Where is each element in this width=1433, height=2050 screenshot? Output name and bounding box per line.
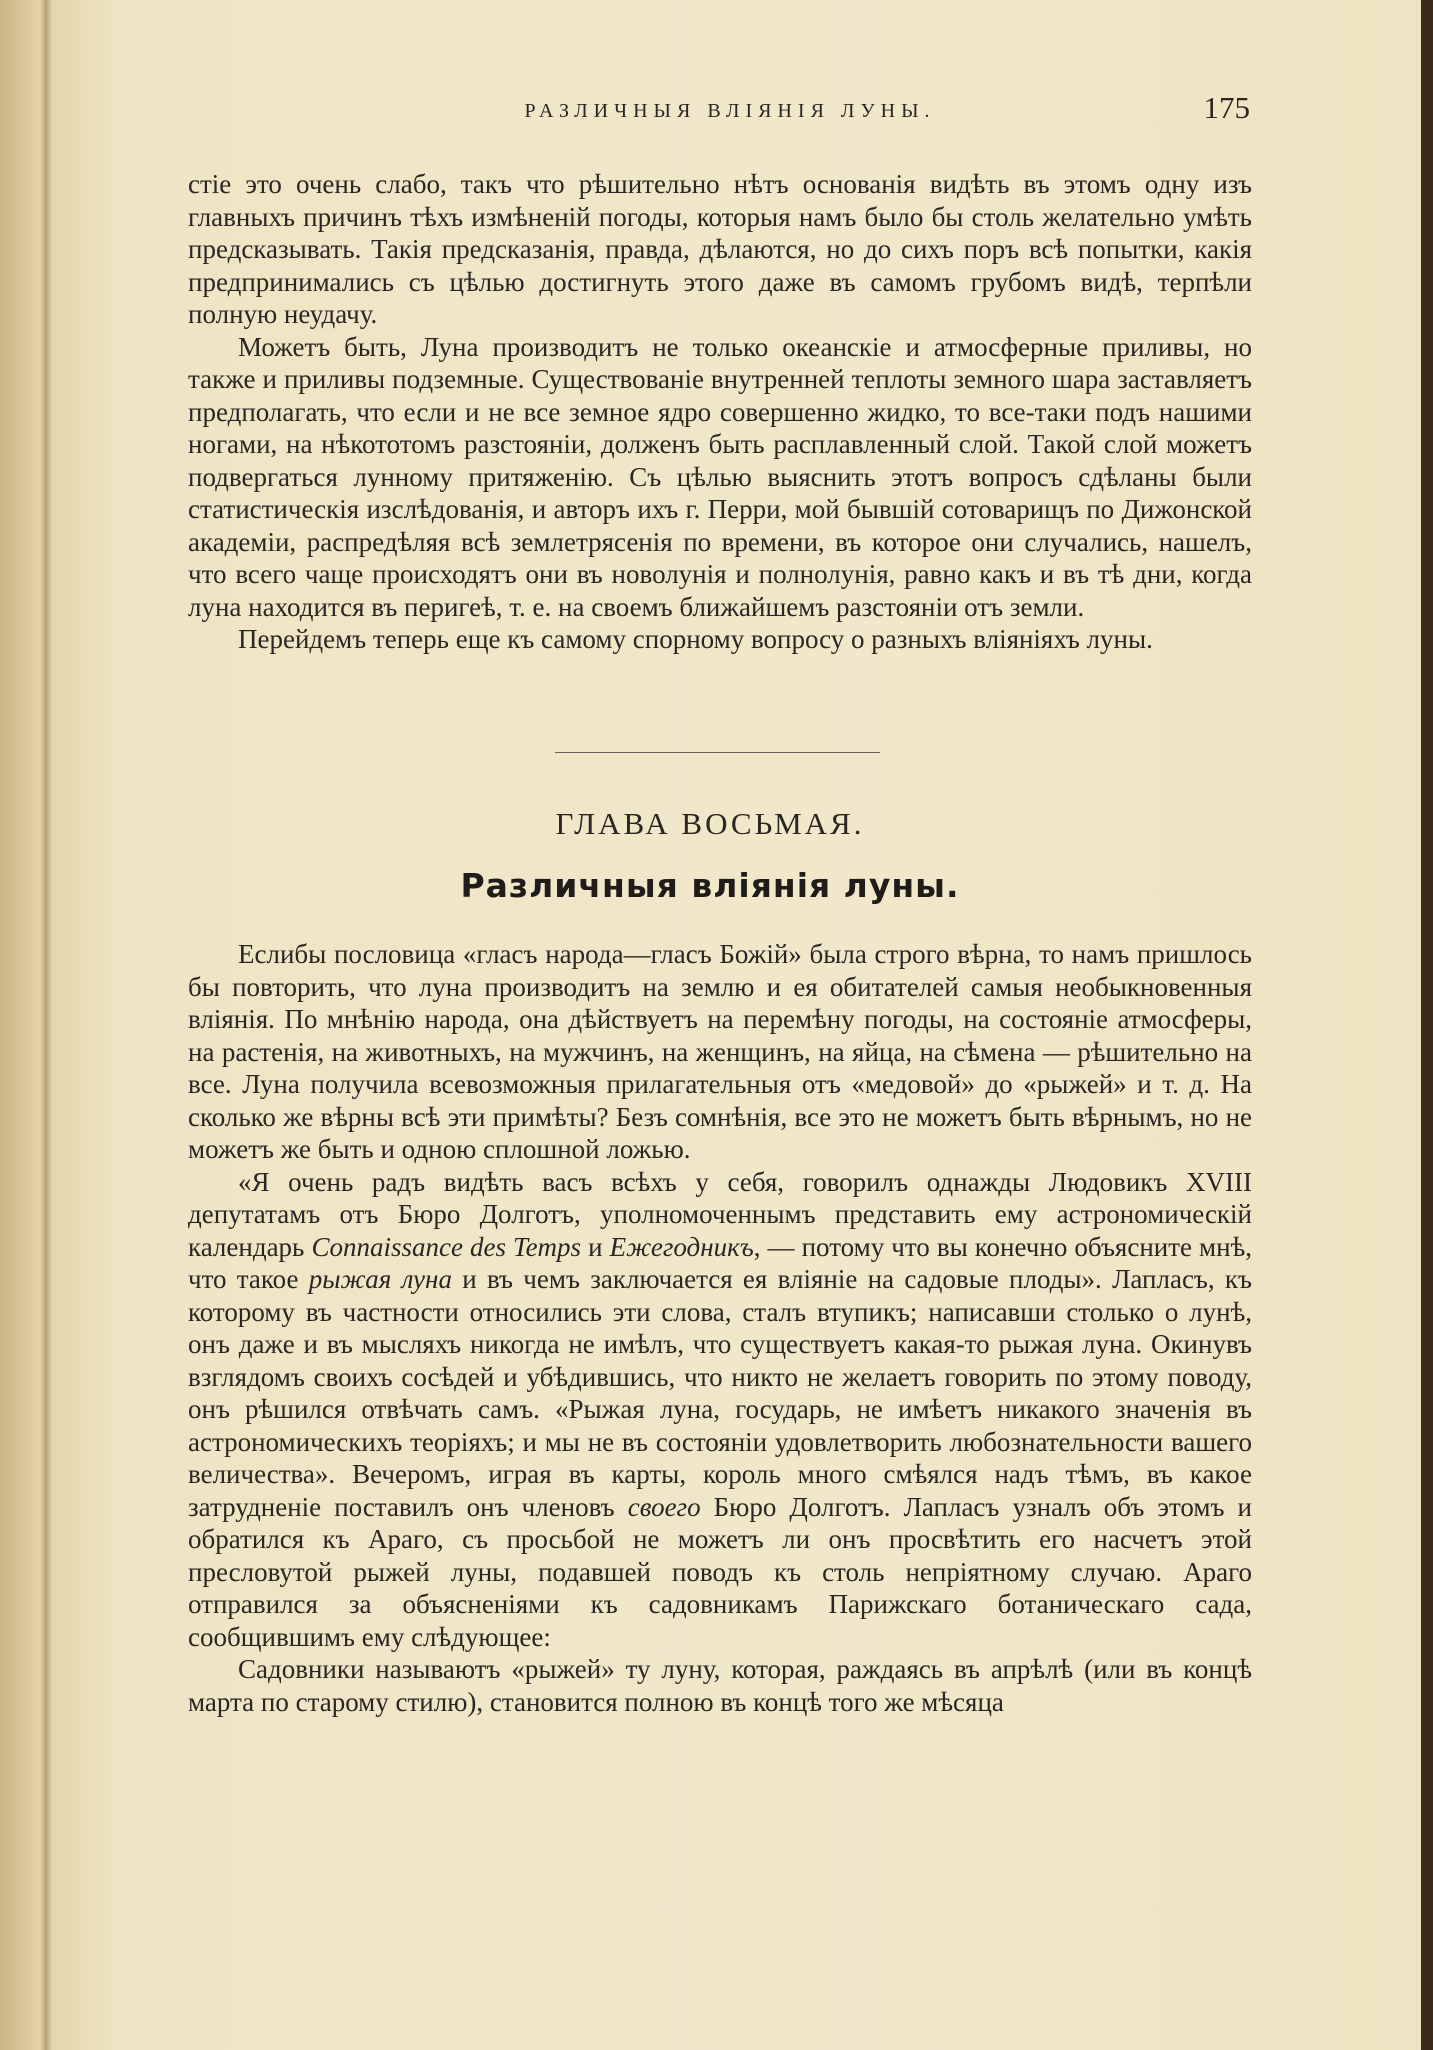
italic-phrase: рыжая луна (308, 1264, 452, 1294)
chapter-title: Различныя вліянія луны. (460, 866, 960, 905)
italic-title: Connaissance des Temps (311, 1231, 582, 1262)
page-right-edge (1421, 0, 1433, 2050)
text-run: и въ чемъ заключается ея вліяніе на садовые плоды». Лапласъ, къ которому въ частности относились эти слова, сталъ втупикъ; написавши столько о лунѣ, онъ даже и въ мысляхъ никогда не имѣлъ, что существуетъ какая-то рыжая луна. Окинувъ взглядомъ своихъ сосѣдей и убѣдившись, что никто не желаетъ говорить по этому поводу, онъ рѣшился отвѣчать самъ. «Рыжая луна, государь, не имѣетъ никакого значенія въ астрономическихъ теоріяхъ; и мы не въ состояніи удовлетворить любознательности вашего величества». Вечеромъ, играя въ карты, король много смѣялся надъ тѣмъ, въ какое затрудненіе поставилъ онъ членовъ (188, 1264, 1253, 1522)
paragraph (188, 1166, 1252, 1654)
text-run: «Я очень радъ видѣть васъ всѣхъ у себя, говорилъ однажды Людовикъ XVIII депутатамъ отъ Бюро Долготъ, уполномоченнымъ представить ему астрономическій календарь (188, 1166, 1252, 1262)
text-run: и (581, 1231, 610, 1262)
italic-word: своего (627, 1491, 701, 1522)
paragraph: Еслибы пословица «гласъ народа—гласъ Божій» была строго вѣрна, то намъ пришлось бы повторить, что луна производитъ на землю и ея обитателей самыя необыкновенныя вліянія. По мнѣнію народа, она дѣйствуетъ на перемѣну погоды, на состояніе атмосферы, на растенія, на животныхъ, на мужчинъ, на женщинъ, на яйца, на сѣмена — рѣшительно на все. Луна получила всевозможныя прилагательныя отъ «медовой» до «рыжей» и т. д. На сколько же вѣрны всѣ эти примѣты? Безъ сомнѣнія, все это не можетъ быть вѣрнымъ, но не можетъ же быть и одною сплошной ложью. (188, 939, 1252, 1164)
section-divider (555, 752, 880, 753)
running-head: РАЗЛИЧНЫЯ ВЛІЯНІЯ ЛУНЫ. (524, 100, 936, 122)
chapter-text-block (188, 938, 1252, 1718)
chapter-label: ГЛАВА ВОСЬМАЯ. (555, 806, 865, 841)
paragraph: стіе это очень слабо, такъ что рѣшительно нѣтъ основанія видѣть въ этомъ одну изъ главныхъ причинъ тѣхъ измѣненій погоды, которыя намъ было бы столь желательно умѣть предсказывать. Такія предсказанія, правда, дѣлаются, но до сихъ поръ всѣ попытки, какія предпринимались съ цѣлью достигнуть этого даже въ самомъ грубомъ видѣ, терпѣли полную неудачу. (188, 169, 1252, 329)
paragraph: Садовники называютъ «рыжей» ту луну, которая, раждаясь въ апрѣлѣ (или въ концѣ марта по старому стилю), становится полною въ концѣ того же мѣсяца (188, 1654, 1252, 1717)
paragraph: Перейдемъ теперь еще къ самому спорному вопросу о разныхъ вліяніяхъ луны. (238, 624, 1153, 654)
page-number: 175 (1203, 90, 1250, 125)
text-run: , — потому что вы конечно объясните мнѣ, что такое (188, 1231, 1252, 1294)
page-gutter-shadow (40, 0, 52, 2050)
top-text-block (188, 168, 1252, 656)
text-run: Бюро Долготъ. Лапласъ узналъ объ этомъ и обратился къ Араго, съ просьбой не можетъ ли онъ просвѣтить его насчетъ этой пресловутой рыжей луны, подавшей поводъ къ столь непріятному случаю. Араго отправился за объясненіями къ садовникамъ Парижскаго ботаническаго сада, сообщившимъ ему слѣдующее: (188, 1491, 1252, 1652)
italic-title: Ежегодникъ (609, 1231, 754, 1262)
paragraph: Можетъ быть, Луна производитъ не только океанскіе и атмосферные приливы, но также и приливы подземные. Существованіе внутренней теплоты земного шара заставляетъ предполагать, что если и не все земное ядро совершенно жидко, то все-таки подъ нашими ногами, на нѣкототомъ разстояніи, долженъ быть расплавленный слой. Такой слой можетъ подвергаться лунному притяженію. Съ цѣлью выяснить этотъ вопросъ сдѣланы были статистическія изслѣдованія, и авторъ ихъ г. Перри, мой бывшій сотоварищъ по Дижонской академіи, распредѣляя всѣ землетрясенія по времени, въ которое они случались, нашелъ, что всего чаще происходятъ они въ новолунія и полнолунія, равно какъ и въ тѣ дни, когда луна находится въ перигеѣ, т. е. на своемъ ближайшемъ разстояніи отъ земли. (188, 331, 1252, 622)
